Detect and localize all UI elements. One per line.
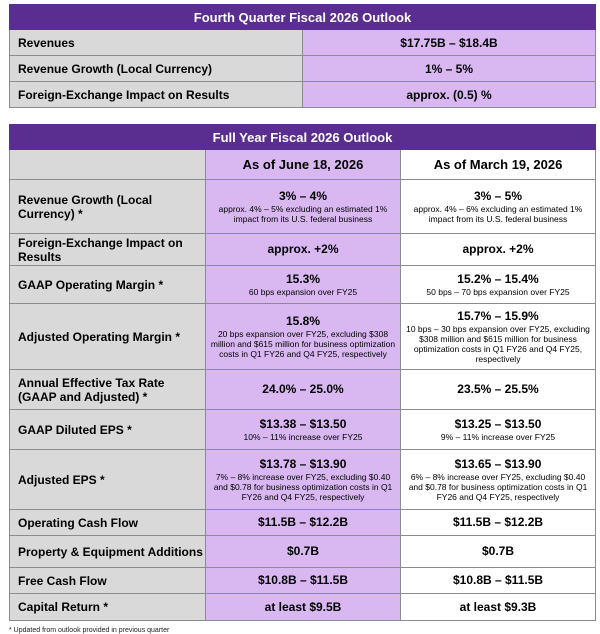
previous-value: 3% – 5% [473, 189, 523, 203]
fy-outlook-table [9, 124, 596, 621]
current-value: $10.8B – $11.5B [257, 573, 349, 587]
row-label: Operating Cash Flow [10, 510, 206, 536]
row-label: Capital Return * [10, 594, 206, 621]
current-value: 15.8% [285, 314, 321, 328]
table-row [10, 510, 596, 536]
table-row [10, 568, 596, 594]
row-label: Free Cash Flow [10, 568, 206, 594]
column-header-current: As of June 18, 2026 [206, 150, 401, 180]
header-blank-cell [10, 150, 206, 180]
row-label: Foreign-Exchange Impact on Results [10, 82, 303, 108]
row-label: Annual Effective Tax Rate (GAAP and Adjusted) * [10, 370, 206, 410]
row-label: Revenue Growth (Local Currency) [10, 56, 303, 82]
previous-value: 23.5% – 25.5% [457, 382, 539, 396]
current-value: approx. +2% [267, 242, 339, 256]
table-row [10, 304, 596, 370]
table-row [10, 370, 596, 410]
column-header-previous: As of March 19, 2026 [401, 150, 596, 180]
q4-title: Fourth Quarter Fiscal 2026 Outlook [10, 5, 596, 30]
table-row [10, 594, 596, 621]
current-note: 20 bps expansion over FY25, excluding $308 million and $615 million for business optimization costs in Q1 FY26 and Q4 FY25, respectively [210, 329, 396, 359]
row-label: GAAP Operating Margin * [10, 266, 206, 304]
current-value: $13.38 – $13.50 [259, 417, 347, 431]
row-value: $17.75B – $18.4B [303, 30, 596, 56]
current-note: 7% – 8% increase over FY25, excluding $0.40 and $0.78 for business optimization costs in Q1 FY26 and Q4 FY25, respectively [213, 472, 393, 502]
current-note: 10% – 11% increase over FY25 [243, 432, 363, 442]
table-row [10, 266, 596, 304]
previous-note: 9% – 11% increase over FY25 [440, 432, 556, 442]
table-row [10, 82, 596, 108]
previous-value: approx. +2% [462, 242, 534, 256]
row-label: Foreign-Exchange Impact on Results [10, 234, 206, 266]
row-label: Adjusted EPS * [10, 450, 206, 510]
table-row [10, 450, 596, 510]
row-value: approx. (0.5) % [303, 82, 596, 108]
table-row [10, 536, 596, 568]
current-value: 15.3% [285, 272, 321, 286]
table-row [10, 234, 596, 266]
previous-value: 15.7% – 15.9% [457, 309, 539, 323]
row-label: Adjusted Operating Margin * [10, 304, 206, 370]
row-label: Property & Equipment Additions [10, 536, 206, 568]
previous-value: $11.5B – $12.2B [452, 515, 544, 529]
row-label: Revenue Growth (Local Currency) * [10, 180, 206, 234]
current-value: $13.78 – $13.90 [259, 457, 347, 471]
fy-title: Full Year Fiscal 2026 Outlook [10, 125, 596, 150]
table-row [10, 56, 596, 82]
current-note: approx. 4% – 5% excluding an estimated 1% impact from its U.S. federal business [218, 204, 388, 224]
previous-note: 10 bps – 30 bps expansion over FY25, excluding $308 million and $615 million for business optimization costs in Q1 FY26 and Q4 FY25, respectively [406, 324, 590, 364]
current-value: 24.0% – 25.0% [262, 382, 344, 396]
table-row [10, 180, 596, 234]
row-label: GAAP Diluted EPS * [10, 410, 206, 450]
q4-outlook-table [9, 4, 596, 108]
previous-note: approx. 4% – 6% excluding an estimated 1% impact from its U.S. federal business [413, 204, 583, 224]
previous-note: 6% – 8% increase over FY25, excluding $0.40 and $0.78 for business optimization costs in Q1 FY26 and Q4 FY25, respectively [408, 472, 588, 502]
row-label: Revenues [10, 30, 303, 56]
previous-value: $13.25 – $13.50 [454, 417, 542, 431]
previous-value: at least $9.3B [459, 599, 537, 614]
previous-value: $10.8B – $11.5B [452, 573, 544, 587]
current-value: $11.5B – $12.2B [257, 515, 349, 529]
row-value: 1% – 5% [303, 56, 596, 82]
previous-note: 50 bps – 70 bps expansion over FY25 [426, 287, 570, 297]
current-value: 3% – 4% [278, 189, 328, 203]
previous-value: $0.7B [481, 544, 515, 558]
previous-value: 15.2% – 15.4% [457, 272, 539, 286]
table-row [10, 410, 596, 450]
previous-value: $13.65 – $13.90 [454, 457, 542, 471]
footnote: * Updated from outlook provided in previous quarter [9, 627, 170, 634]
current-value: at least $9.5B [264, 599, 342, 614]
current-note: 60 bps expansion over FY25 [248, 287, 358, 297]
current-value: $0.7B [286, 544, 320, 558]
table-row [10, 30, 596, 56]
